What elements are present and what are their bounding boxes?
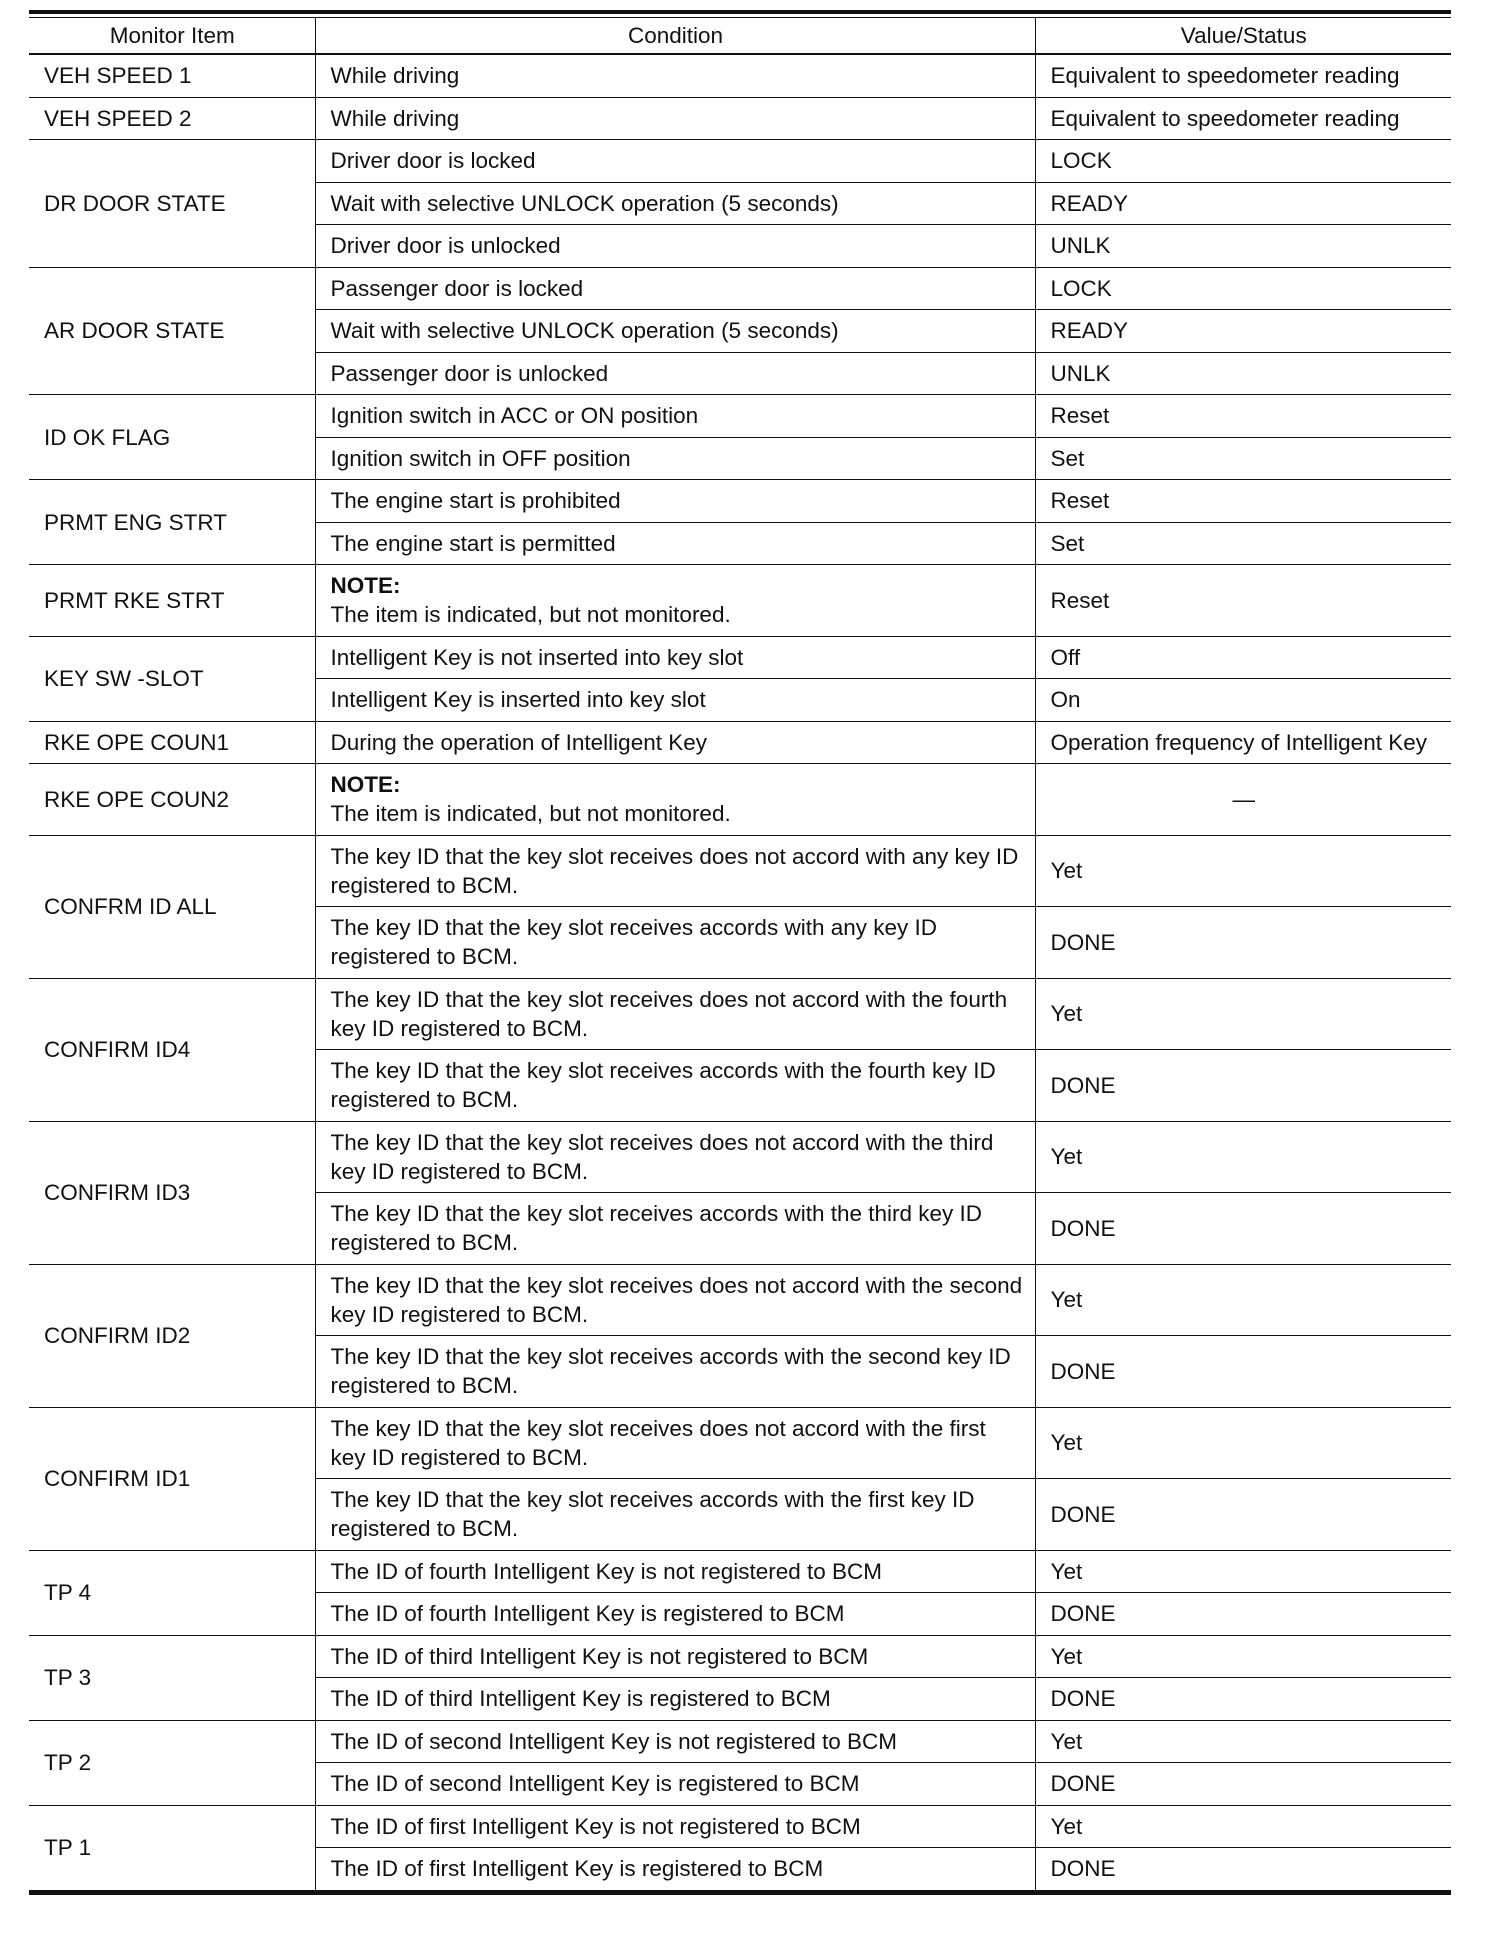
value-status-cell: Yet (1035, 1720, 1451, 1763)
value-status-cell: READY (1035, 310, 1451, 353)
table-body (29, 54, 1451, 1890)
header-condition: Condition (315, 18, 1035, 55)
monitor-item-cell: CONFIRM ID3 (29, 1121, 315, 1264)
value-status-cell: Set (1035, 522, 1451, 565)
table-row (29, 1720, 1451, 1763)
condition-cell: The key ID that the key slot receives accords with any key ID registered to BCM. (315, 907, 1035, 979)
condition-cell: The engine start is prohibited (315, 480, 1035, 523)
value-status-cell: On (1035, 679, 1451, 722)
table-row (29, 97, 1451, 140)
value-status-cell: Equivalent to speedometer reading (1035, 97, 1451, 140)
condition-cell: The ID of second Intelligent Key is not registered to BCM (315, 1720, 1035, 1763)
note-label: NOTE: (330, 573, 401, 599)
condition-cell: The key ID that the key slot receives accords with the third key ID registered to BCM. (315, 1193, 1035, 1265)
value-status-cell: Equivalent to speedometer reading (1035, 54, 1451, 97)
value-status-cell: Reset (1035, 480, 1451, 523)
condition-cell (315, 764, 1035, 836)
value-status-cell: LOCK (1035, 140, 1451, 183)
monitor-item-cell: AR DOOR STATE (29, 267, 315, 395)
condition-cell: Ignition switch in ACC or ON position (315, 395, 1035, 438)
table-row (29, 140, 1451, 183)
monitor-table-container (29, 10, 1451, 1895)
condition-cell: Wait with selective UNLOCK operation (5 seconds) (315, 182, 1035, 225)
monitor-item-cell: ID OK FLAG (29, 395, 315, 480)
value-status-cell: DONE (1035, 1593, 1451, 1636)
table-row (29, 978, 1451, 1050)
value-status-cell: Yet (1035, 835, 1451, 907)
value-status-cell: DONE (1035, 1336, 1451, 1408)
monitor-item-cell: CONFIRM ID1 (29, 1407, 315, 1550)
condition-cell: The ID of fourth Intelligent Key is registered to BCM (315, 1593, 1035, 1636)
table-row (29, 721, 1451, 764)
monitor-item-cell: VEH SPEED 2 (29, 97, 315, 140)
condition-cell: The ID of third Intelligent Key is not registered to BCM (315, 1635, 1035, 1678)
table-row (29, 1550, 1451, 1593)
monitor-item-cell: TP 1 (29, 1805, 315, 1890)
monitor-item-cell: CONFIRM ID2 (29, 1264, 315, 1407)
condition-cell: The key ID that the key slot receives does not accord with the second key ID registered to BCM. (315, 1264, 1035, 1336)
monitor-item-cell: RKE OPE COUN2 (29, 764, 315, 836)
value-status-cell: DONE (1035, 1848, 1451, 1891)
table-row (29, 395, 1451, 438)
table-header-row (29, 18, 1451, 55)
monitor-item-cell: TP 4 (29, 1550, 315, 1635)
condition-cell: Ignition switch in OFF position (315, 437, 1035, 480)
note-text: The item is indicated, but not monitored. (330, 602, 731, 628)
condition-cell: The key ID that the key slot receives accords with the first key ID registered to BCM. (315, 1479, 1035, 1551)
monitor-item-cell: DR DOOR STATE (29, 140, 315, 268)
table-row (29, 1407, 1451, 1479)
condition-cell: The ID of second Intelligent Key is registered to BCM (315, 1763, 1035, 1806)
value-status-cell: Reset (1035, 565, 1451, 637)
monitor-item-table (29, 17, 1451, 1891)
value-status-cell: Yet (1035, 1264, 1451, 1336)
table-row (29, 565, 1451, 637)
table-row (29, 835, 1451, 907)
table-row (29, 54, 1451, 97)
condition-cell: The key ID that the key slot receives does not accord with the third key ID registered to BCM. (315, 1121, 1035, 1193)
value-status-cell: DONE (1035, 1763, 1451, 1806)
condition-cell: The key ID that the key slot receives does not accord with the fourth key ID registered to BCM. (315, 978, 1035, 1050)
monitor-item-cell: PRMT RKE STRT (29, 565, 315, 637)
condition-cell: The ID of first Intelligent Key is not registered to BCM (315, 1805, 1035, 1848)
value-status-cell: Yet (1035, 1635, 1451, 1678)
condition-cell (315, 565, 1035, 637)
condition-cell: The key ID that the key slot receives accords with the fourth key ID registered to BCM. (315, 1050, 1035, 1122)
condition-cell: Driver door is locked (315, 140, 1035, 183)
monitor-item-cell: CONFRM ID ALL (29, 835, 315, 978)
value-status-cell: Off (1035, 636, 1451, 679)
condition-cell: Intelligent Key is inserted into key slot (315, 679, 1035, 722)
table-row (29, 1121, 1451, 1193)
monitor-item-cell: VEH SPEED 1 (29, 54, 315, 97)
value-status-cell: Yet (1035, 978, 1451, 1050)
value-status-cell: Yet (1035, 1805, 1451, 1848)
value-status-cell: — (1035, 764, 1451, 836)
value-status-cell: DONE (1035, 907, 1451, 979)
value-status-cell: DONE (1035, 1050, 1451, 1122)
value-status-cell: Reset (1035, 395, 1451, 438)
value-status-cell: DONE (1035, 1678, 1451, 1721)
monitor-item-cell: RKE OPE COUN1 (29, 721, 315, 764)
value-status-cell: LOCK (1035, 267, 1451, 310)
table-row (29, 636, 1451, 679)
note-text: The item is indicated, but not monitored. (330, 801, 731, 827)
condition-cell: Intelligent Key is not inserted into key slot (315, 636, 1035, 679)
condition-cell: While driving (315, 54, 1035, 97)
condition-cell: The key ID that the key slot receives does not accord with the first key ID registered to BCM. (315, 1407, 1035, 1479)
value-status-cell: Set (1035, 437, 1451, 480)
table-row (29, 1805, 1451, 1848)
condition-cell: During the operation of Intelligent Key (315, 721, 1035, 764)
condition-cell: While driving (315, 97, 1035, 140)
condition-cell: Driver door is unlocked (315, 225, 1035, 268)
condition-cell: The engine start is permitted (315, 522, 1035, 565)
header-monitor-item: Monitor Item (29, 18, 315, 55)
condition-cell: The key ID that the key slot receives does not accord with any key ID registered to BCM. (315, 835, 1035, 907)
condition-cell: Passenger door is unlocked (315, 352, 1035, 395)
value-status-cell: Yet (1035, 1550, 1451, 1593)
table-row (29, 267, 1451, 310)
value-status-cell: Yet (1035, 1121, 1451, 1193)
condition-cell: The ID of fourth Intelligent Key is not registered to BCM (315, 1550, 1035, 1593)
monitor-item-cell: TP 3 (29, 1635, 315, 1720)
monitor-item-cell: TP 2 (29, 1720, 315, 1805)
value-status-cell: DONE (1035, 1479, 1451, 1551)
value-status-cell: DONE (1035, 1193, 1451, 1265)
note-label: NOTE: (330, 772, 401, 798)
condition-cell: The ID of first Intelligent Key is registered to BCM (315, 1848, 1035, 1891)
value-status-cell: Yet (1035, 1407, 1451, 1479)
condition-cell: The ID of third Intelligent Key is registered to BCM (315, 1678, 1035, 1721)
monitor-item-cell: PRMT ENG STRT (29, 480, 315, 565)
condition-cell: The key ID that the key slot receives accords with the second key ID registered to BCM. (315, 1336, 1035, 1408)
value-status-cell: UNLK (1035, 225, 1451, 268)
monitor-item-cell: CONFIRM ID4 (29, 978, 315, 1121)
header-value-status: Value/Status (1035, 18, 1451, 55)
monitor-item-cell: KEY SW -SLOT (29, 636, 315, 721)
value-status-cell: READY (1035, 182, 1451, 225)
value-status-cell: Operation frequency of Intelligent Key (1035, 721, 1451, 764)
table-row (29, 1635, 1451, 1678)
condition-cell: Wait with selective UNLOCK operation (5 seconds) (315, 310, 1035, 353)
table-row (29, 480, 1451, 523)
condition-cell: Passenger door is locked (315, 267, 1035, 310)
value-status-cell: UNLK (1035, 352, 1451, 395)
table-row (29, 764, 1451, 836)
table-row (29, 1264, 1451, 1336)
